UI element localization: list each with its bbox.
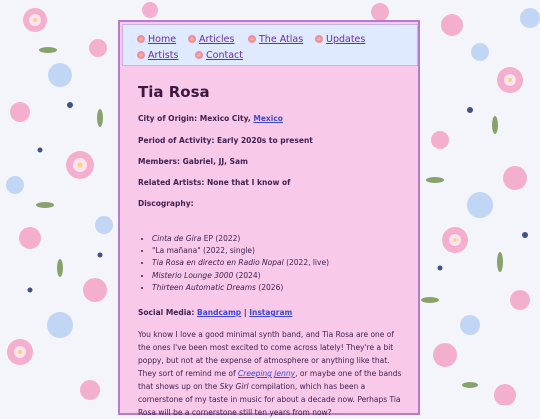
nav-updates[interactable] (315, 34, 365, 46)
list-item (152, 257, 329, 269)
nav-updates-label: Updates (326, 34, 366, 45)
social-separator: | (243, 308, 247, 317)
album-title: Cinta de Gira (152, 234, 202, 243)
album-detail: (2024) (233, 270, 261, 280)
album-title: "La mañana" (152, 246, 201, 256)
nav-home-label: Home (148, 34, 177, 45)
nav-articles-label: Articles (199, 34, 235, 45)
flower-icon (195, 51, 203, 59)
members-label: Members: (138, 157, 180, 166)
album-detail: (2022, single) (200, 246, 255, 256)
flower-icon (137, 35, 145, 43)
nav-artists-label: Artists (148, 50, 179, 61)
description-text: , or maybe one of the bands that shows up on the (138, 369, 402, 391)
creeping-jenny-link[interactable]: Creeping Jenny (238, 369, 296, 378)
nav-artists[interactable] (137, 50, 178, 62)
album-title: Tia Rosa en directo en Radio Nopal (152, 258, 284, 268)
nav-the-atlas-label: The Atlas (259, 34, 304, 45)
related-label: Related Artists: (138, 178, 205, 187)
nav-contact[interactable] (195, 50, 243, 62)
instagram-link[interactable]: Instagram (249, 308, 293, 317)
discography-heading: Discography: (138, 199, 194, 208)
city-of-origin (138, 113, 283, 125)
main-panel (118, 20, 420, 415)
origin-country-link[interactable]: Mexico (253, 114, 283, 123)
description-text: You know I love a good minimal synth band, and Tia Rosa are one of the ones I've been most excited to come across lately! They're a bit poppy, but not at the expense of atmosphere or anything like that. They sort of remind me of (138, 330, 395, 378)
period-label: Period of Activity: (138, 136, 215, 145)
period-value: Early 2020s to present (216, 136, 313, 145)
album-title: Thirteen Automatic Dreams (152, 282, 256, 292)
members (138, 156, 248, 168)
album-title: Misterio Lounge 3000 (152, 270, 234, 280)
bandcamp-link[interactable]: Bandcamp (197, 308, 242, 317)
sky-girl-title: Sky Girl (219, 382, 249, 391)
description-text: compilation, which has been a cornerstone of my taste in music for about a decade now. Perhaps Tia Rosa will be a cornerstone still ten years from now? (138, 382, 401, 417)
list-item (152, 282, 329, 294)
flower-icon (137, 51, 145, 59)
nav-home[interactable] (137, 34, 176, 46)
album-detail: (2022, live) (283, 258, 329, 268)
discography-list (138, 233, 329, 294)
list-item (152, 245, 329, 257)
related-artists (138, 177, 290, 189)
list-item (152, 233, 329, 245)
period-of-activity (138, 135, 313, 147)
flower-icon (188, 35, 196, 43)
site-nav (122, 24, 418, 66)
nav-articles[interactable] (188, 34, 234, 46)
flower-icon (315, 35, 323, 43)
page-title: Tia Rosa (138, 83, 210, 101)
album-detail: EP (2022) (201, 234, 241, 243)
origin-city: Mexico City, (199, 114, 251, 123)
nav-the-atlas[interactable] (248, 34, 303, 46)
origin-label: City of Origin: (138, 114, 198, 123)
social-label: Social Media: (138, 308, 195, 317)
members-value: Gabriel, JJ, Sam (182, 157, 248, 166)
related-value: None that I know of (206, 178, 291, 187)
flower-icon (248, 35, 256, 43)
album-detail: (2026) (255, 282, 284, 292)
list-item (152, 270, 329, 282)
nav-contact-label: Contact (206, 50, 243, 61)
artist-description (138, 328, 408, 419)
social-media (138, 307, 292, 319)
